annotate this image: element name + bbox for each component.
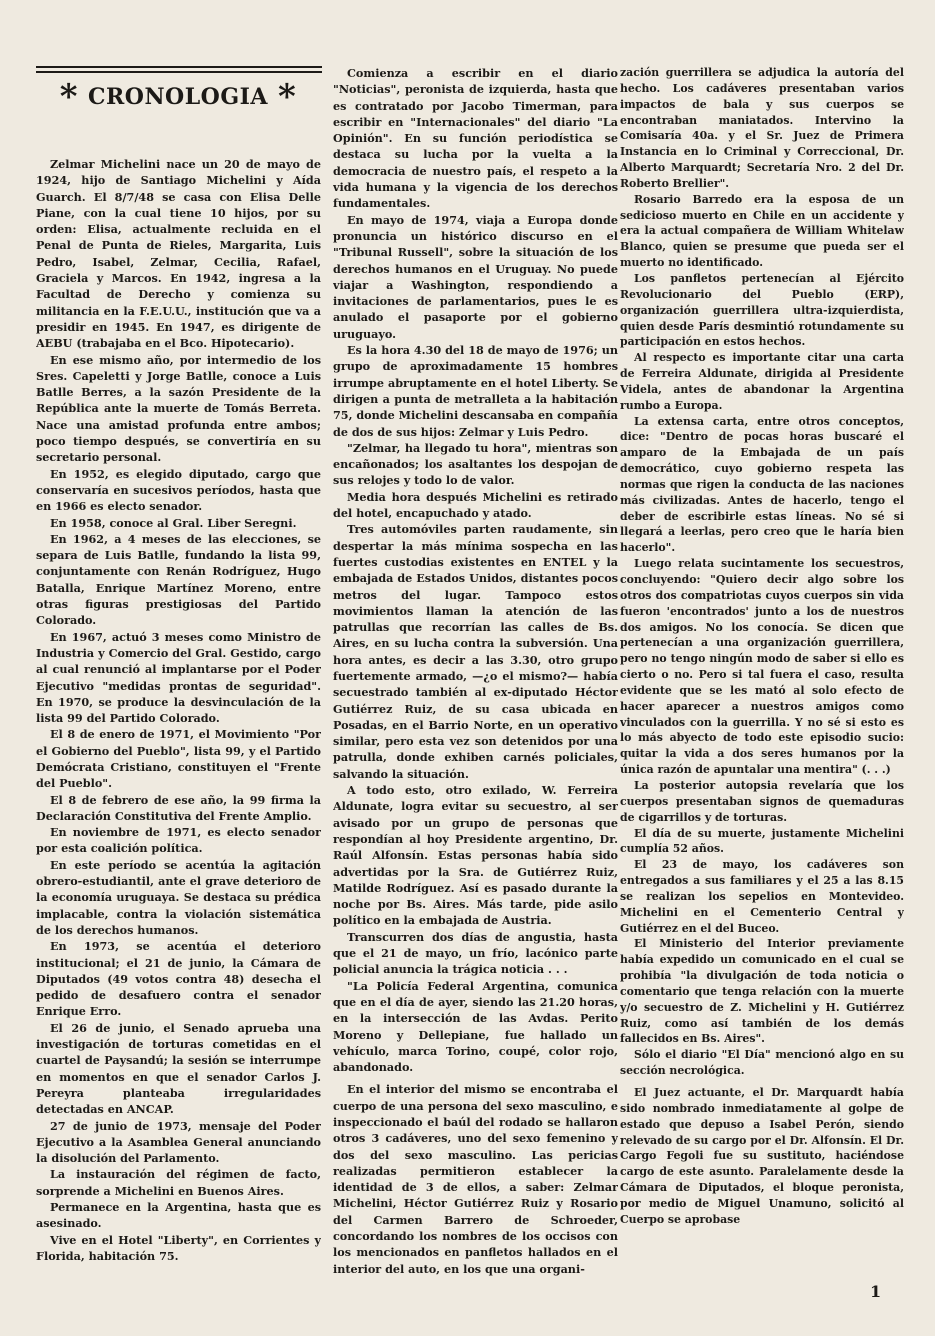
paragraph: En 1967, actuó 3 meses como Ministro de Industria y Comercio del Gral. Gestido, cargo al cual renunció al implantarse por el Poder Ejecutivo "medidas prontas de seguridad". En 1970, se produce la desvinculación de la lista 99 del Partido Colorado.	[36, 629, 321, 726]
paragraph: Luego relata sucintamente los secuestros, concluyendo: "Quiero decir algo sobre los otros dos compatriotas cuyos cuerpos sin vida fueron 'encontrados' junto a los de nuestros dos amigos. No los conocía. Se dicen que pertenecían a una organización guerrillera, pero no tengo ningún modo de saber si ello es cierto o no. Pero si tal fuera el caso, resulta evidente que se les mató al solo efecto de hacer aparecer a nuestros amigos como vinculados con la guerrilla. Y no sé si esto es lo más abyecto de todo este episodio sucio: quitar la vida a dos seres humanos por la única razón de apuntalar una mentira" (. . .)	[620, 557, 904, 777]
paragraph: Permanece en la Argentina, hasta que es asesinado.	[36, 1200, 321, 1231]
paragraph: "Zelmar, ha llegado tu hora", mientras son encañonados; los asaltantes los despojan de sus relojes y todo lo de valor.	[333, 440, 618, 488]
paragraph: El 8 de febrero de ese año, la 99 firma la Declaración Constitutiva del Frente Amplio.	[36, 792, 321, 823]
paragraph: El 8 de enero de 1971, el Movimiento "Por el Gobierno del Pueblo", lista 99, y el Partido Demócrata Cristiano, constituyen el "Frente del Pueblo".	[36, 727, 321, 791]
paragraph: Sólo el diario "El Día" mencionó algo en su sección necrológica.	[620, 1048, 904, 1078]
paragraph: Rosario Barredo era la esposa de un sedicioso muerto en Chile en un accidente y era la actual compañera de William Whitelaw Blanco, quien se presume que pueda ser el muerto no identificado.	[620, 192, 904, 270]
paragraph: En noviembre de 1971, es electo senador por esta coalición política.	[36, 825, 321, 856]
paragraph: En 1962, a 4 meses de las elecciones, se separa de Luis Batlle, fundando la lista 99, conjuntamente con Renán Rodríguez, Hugo Batalla, Enrique Martínez Moreno, entre otras figuras prestigiosas del Partido Colorado.	[36, 531, 321, 628]
paragraph: Los panfletos pertenecían al Ejército Revolucionario del Pueblo (ERP), organización guerrillera ultra-izquierdista, quien desde París desmintió rotundamente su participación en estos hechos.	[620, 271, 904, 349]
paragraph: Transcurren dos días de angustia, hasta que el 21 de mayo, un frío, lacónico parte policial anuncia la trágica noticia . . .	[333, 929, 618, 977]
paragraph: En mayo de 1974, viaja a Europa donde pronuncia un histórico discurso en el "Tribunal Russell", sobre la situación de los derechos humanos en el Uruguay. No puede viajar a Washington, respondiendo a invitaciones de parlamentarios, pues le es anulado el pasaporte por el gobierno uruguayo.	[333, 212, 618, 341]
paragraph: El Ministerio del Interior previamente había expedido un comunicado en el cual se prohibía "la divulgación de toda noticia o comentario que tenga relación con la muerte y/o secuestro de Z. Michelini y H. Gutiérrez Ruiz, como así también de los demás fallecidos en Bs. Aires".	[620, 937, 904, 1046]
paragraph: En este período se acentúa la agitación obrero-estudiantil, ante el grave deterioro de la economía uruguaya. Se destaca su prédica implacable, contra la violación sistemática de los derechos humanos.	[36, 857, 321, 937]
text-column-1	[36, 156, 321, 1301]
section-title	[28, 77, 328, 117]
paragraph: El 23 de mayo, los cadáveres son entregados a sus familiares y el 25 a las 8.15 se realizan los sepelios en Montevideo. Michelini en el Cementerio Central y Gutiérrez en el del Buceo.	[620, 858, 904, 935]
paragraph: En el interior del mismo se encontraba el cuerpo de una persona del sexo masculino, e inspeccionado el baúl del rodado se hallaron otros 3 cadáveres, uno del sexo femenino y dos del sexo masculino. Las pericias realizadas permitieron establecer la identidad de 3 de ellos, a saber: Zelmar Michelini, Héctor Gutiérrez Ruiz y Rosario del Carmen Barrero de Schroeder, concordando los nombres de los occisos con los mencionados en panfletos hallados en el interior del auto, en los que una organi-	[333, 1082, 618, 1276]
paragraph: Al respecto es importante citar una carta de Ferreira Aldunate, dirigida al Presidente Videla, antes de abandonar la Argentina rumbo a Europa.	[620, 351, 904, 412]
text-column-2	[333, 65, 618, 1305]
paragraph: Vive en el Hotel "Liberty", en Corrientes y Florida, habitación 75.	[36, 1232, 321, 1263]
paragraph: La posterior autopsia revelaría que los cuerpos presentaban signos de quemaduras de cigarrillos y de torturas.	[620, 778, 904, 824]
page-number: 1	[870, 1282, 882, 1301]
paragraph: Media hora después Michelini es retirado del hotel, encapuchado y atado.	[333, 489, 618, 521]
paragraph: En 1952, es elegido diputado, cargo que conservaría en sucesivos períodos, hasta que en 1966 es electo senador.	[36, 466, 321, 514]
paragraph: La instauración del régimen de facto, sorprende a Michelini en Buenos Aires.	[36, 1167, 321, 1198]
paragraph: "La Policía Federal Argentina, comunica que en el día de ayer, siendo las 21.20 horas, en la intersección de las Avdas. Perito Moreno y Dellepiane, fue hallado un vehículo, marca Torino, coupé, color rojo, abandonado.	[333, 978, 618, 1075]
asterisk-ornament-left-icon: *	[59, 77, 78, 117]
section-title-text: CRONOLOGIA	[87, 84, 268, 110]
paragraph: A todo esto, otro exilado, W. Ferreira Aldunate, logra evitar su secuestro, al ser avisado por un grupo de personas que respondían al hoy Presidente argentino, Dr. Raúl Alfonsín. Estas personas había sido advertidas por la Sra. de Gutiérrez Ruiz, Matilde Rodríguez. Así es pasado durante la noche por Bs. Aires. Más tarde, pide asilo político en la embajada de Austria.	[333, 783, 618, 928]
paragraph: El Juez actuante, el Dr. Marquardt había sido nombrado inmediatamente al golpe de estado que depuso a Isabel Perón, siendo relevado de su cargo por el Dr. Alfonsín. El Dr. Cargo Fegoli fue su sustituto, haciéndose cargo de este asunto. Paralelamente desde la Cámara de Diputados, el bloque peronista, por medio de Miguel Unamuno, solicitó al Cuerpo se aprobase	[620, 1086, 904, 1226]
paragraph: zación guerrillera se adjudica la autoría del hecho. Los cadáveres presentaban varios impactos de bala y sus cuerpos se encontraban maniatados. Intervino la Comisaría 40a. y el Sr. Juez de Primera Instancia en lo Criminal y Correccional, Dr. Alberto Marquardt; Secretaría Nro. 2 del Dr. Roberto Brellier".	[620, 66, 904, 190]
paragraph: 27 de junio de 1973, mensaje del Poder Ejecutivo a la Asamblea General anunciando la disolución del Parlamento.	[36, 1118, 321, 1166]
paragraph: En 1958, conoce al Gral. Liber Seregni.	[50, 515, 297, 530]
paragraph: El día de su muerte, justamente Michelini cumplía 52 años.	[620, 826, 904, 856]
paragraph: Zelmar Michelini nace un 20 de mayo de 1924, hijo de Santiago Michelini y Aída Guarch. El 8/7/48 se casa con Elisa Delle Piane, con la cual tiene 10 hijos, por su orden: Elisa, actualmente recluida en el Penal de Punta de Rieles, Margarita, Luis Pedro, Isabel, Zelmar, Cecilia, Rafael, Graciela y Marcos. En 1942, ingresa a la Facultad de Derecho y comienza su militancia en la F.E.U.U., institución que va a presidir en 1945. En 1947, es dirigente de AEBU (trabajaba en el Bco. Hipotecario).	[36, 157, 321, 351]
header-rule-top	[36, 66, 322, 68]
text-column-3	[620, 65, 904, 1245]
paragraph: Es la hora 4.30 del 18 de mayo de 1976; un grupo de aproximadamente 15 hombres irrumpe abruptamente en el hotel Liberty. Se dirigen a punta de metralleta a la habitación 75, donde Michelini descansaba en compañía de dos de sus hijos: Zelmar y Luis Pedro.	[333, 343, 618, 439]
paragraph: En 1973, se acentúa el deterioro institucional; el 21 de junio, la Cámara de Diputados (49 votos contra 48) desecha el pedido de desafuero contra el senador Enrique Erro.	[36, 939, 321, 1019]
paragraph: En ese mismo año, por intermedio de los Sres. Capeletti y Jorge Batlle, conoce a Luis Batlle Berres, a la sazón Presidente de la República ante la muerte de Tomás Berreta. Nace una amistad profunda entre ambos; poco tiempo después, se convertiría en su secretario personal.	[36, 352, 321, 465]
asterisk-ornament-right-icon: *	[278, 77, 297, 117]
paragraph: Comienza a escribir en el diario "Noticias", peronista de izquierda, hasta que es contratado por Jacobo Timerman, para escribir en "Internacionales" del diario "La Opinión". En su función periodística se destaca su lucha por la vuelta a la democracia de nuestro país, el respeto a la vida humana y la vigencia de los derechos fundamentales.	[333, 66, 618, 211]
paragraph: Tres automóviles parten raudamente, sin despertar la más mínima sospecha en las fuertes custodias existentes en ENTEL y la embajada de Estados Unidos, distantes pocos metros del lugar. Tampoco estos movimientos llaman la atención de las patrullas que recorrían las calles de Bs. Aires, en su lucha contra la subversión. Una hora antes, es decir a las 3.30, otro grupo fuertemente armado, —¿o el mismo?— había secuestrado también al ex-diputado Héctor Gutiérrez Ruiz, de su casa ubicada en Posadas, en el Barrio Norte, en un operativo similar, pero esta vez son detenidos por una patrulla, donde exhiben carnés policiales, salvando la situación.	[333, 522, 618, 781]
header-rule-bottom	[36, 71, 322, 73]
paragraph: El 26 de junio, el Senado aprueba una investigación de torturas cometidas en el cuartel de Paysandú; la sesión se interrumpe en momentos en que el senador Carlos J. Pereyra planteaba irregularidades detectadas en ANCAP.	[36, 1020, 321, 1117]
paragraph: La extensa carta, entre otros conceptos, dice: "Dentro de pocas horas buscaré el amparo de la Embajada de un país democrático, cuyo gobierno respeta las normas que rigen la conducta de las naciones más civilizadas. Antes de hacerlo, tengo el deber de escribirle estas líneas. No sé si llegará a leerlas, pero creo que le haría bien hacerlo".	[620, 414, 904, 555]
